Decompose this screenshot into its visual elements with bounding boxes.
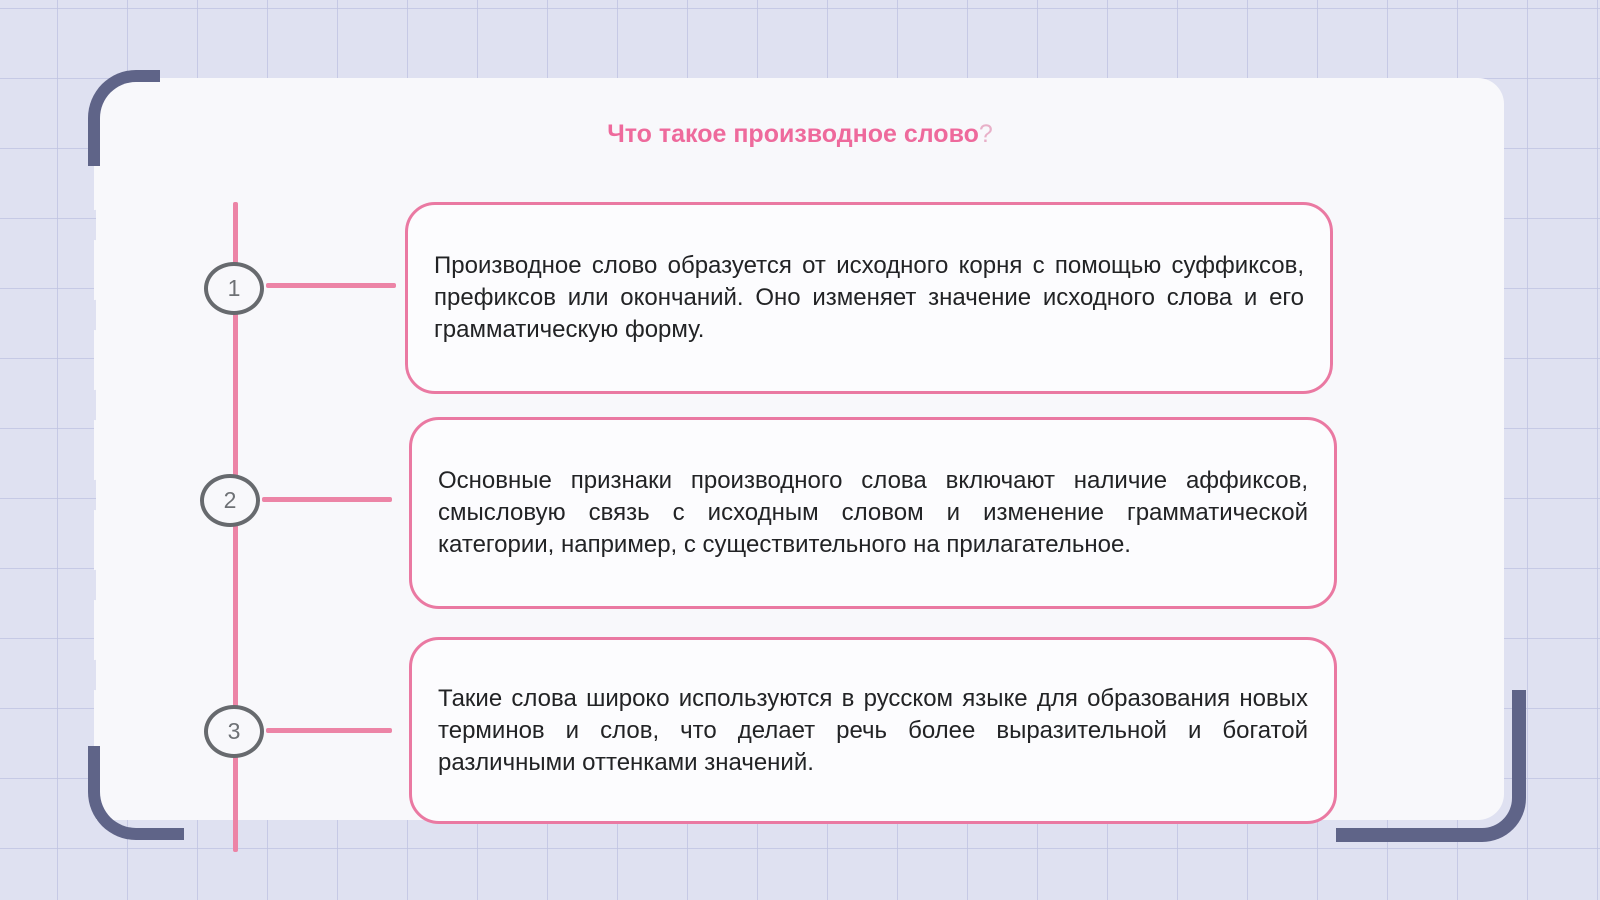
step-3-box [409,637,1337,824]
scallop [94,600,124,660]
corner-bracket-bottom-right [1336,690,1526,842]
step-3-marker: 3 [204,705,264,758]
step-3-text: Такие слова широко используются в русском языке для образования новых терминов и слов, что делает речь более выразительной и богатой различными оттенками значений. [438,684,1308,776]
step-1-text: Производное слово образуется от исходного корня с помощью суффиксов, префиксов или окончаний. Оно изменяет значение исходного слова и его грамматическую форму. [434,252,1304,343]
step-2-connector [262,497,392,502]
corner-bracket-bottom-left [88,746,184,840]
step-3-connector [266,728,392,733]
corner-bracket-top-left [88,70,160,166]
step-1-box [405,202,1333,394]
slide-title [500,120,1100,149]
scallop [94,510,124,570]
scallop [94,240,124,300]
step-2-marker: 2 [200,474,260,527]
step-1-marker: 1 [204,262,264,315]
step-2-text: Основные признаки производного слова включают наличие аффиксов, смысловую связь с исходным словом и изменение грамматической категории, например, с существительного на прилагательное. [438,467,1308,558]
step-2-box [409,417,1337,609]
step-1-connector [266,283,396,288]
notebook-scallop-edge [94,150,134,770]
slide-title-text: Что такое производное слово [607,120,979,148]
scallop [94,420,124,480]
scallop [94,330,124,390]
slide-title-question-mark: ? [978,120,993,148]
scallop [94,690,124,750]
